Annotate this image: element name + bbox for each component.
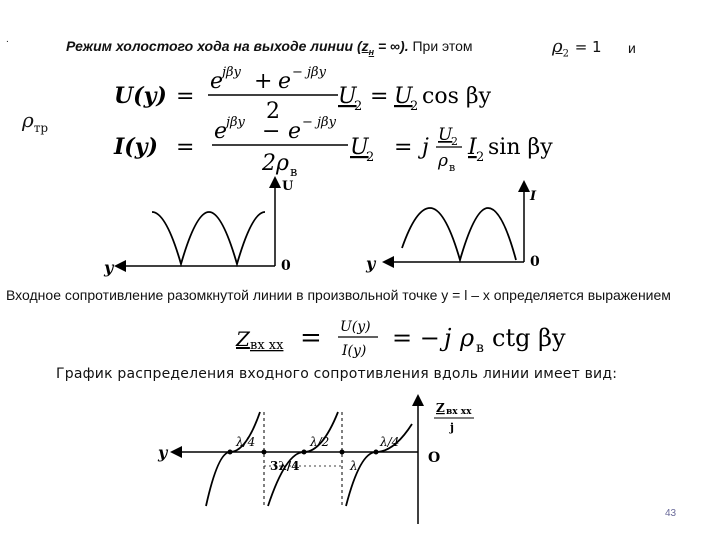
eq2-frac-den-sub: в xyxy=(449,161,456,174)
graph-z-mark: λ/4 xyxy=(380,435,400,449)
eq2-j: j xyxy=(422,135,429,160)
eq2-rhs-i: I xyxy=(468,135,477,160)
rho2-symbol: ρ xyxy=(552,36,563,57)
graph-z-node xyxy=(374,450,379,455)
rho-tr-sub: тр xyxy=(33,121,49,135)
eq2-frac-num: U xyxy=(438,125,453,145)
eq1-rhs-sub: 2 xyxy=(410,99,419,114)
graph-u-curve xyxy=(152,212,265,264)
eq3-rho: ρ xyxy=(460,324,475,352)
eq2-num-b-exp: − jβy xyxy=(302,115,336,130)
graph-z-mark: 3λ/4 xyxy=(270,459,300,473)
graph-z-origin: O xyxy=(428,450,441,466)
equation-i xyxy=(113,115,553,180)
rho-tr-symbol: ρ xyxy=(22,108,34,132)
eq2-equals2: = xyxy=(394,135,413,160)
eq2-frac-num-sub: 2 xyxy=(451,135,458,148)
eq2-num-op: − xyxy=(262,119,281,144)
heading-prefix: Режим холостого хода на выходе линии ( xyxy=(66,38,362,54)
heading-suffix: При этом xyxy=(408,38,473,54)
eq1-den: 2 xyxy=(266,99,280,124)
eq1-num-op: + xyxy=(254,69,273,94)
eq2-den-sub: в xyxy=(290,165,298,180)
eq1-factor-sub: 2 xyxy=(354,99,363,114)
heading-z-sub: н xyxy=(368,46,375,57)
eq1-factor: U xyxy=(338,84,357,109)
eq1-num-b-exp: − jβy xyxy=(292,65,326,80)
eq1-num-b: e xyxy=(278,69,292,94)
eq3-lhs: Z xyxy=(236,327,250,351)
graph-z-y-num: Z xyxy=(436,401,445,415)
eq3-j: j xyxy=(444,324,452,352)
eq2-num-a: e xyxy=(214,119,228,144)
eq1-rhs-func: cos βy xyxy=(422,84,491,109)
graph-i-origin: 0 xyxy=(530,254,540,270)
eq2-rhs-func: sin βy xyxy=(488,135,553,160)
eq3-den: I(y) xyxy=(342,343,367,359)
eq1-rhs-u: U xyxy=(394,84,413,109)
graph-z-mark: λ/4 xyxy=(236,435,256,449)
eq3-lhs-sub: вх хх xyxy=(250,338,284,353)
graph-i-y-label: I xyxy=(530,189,537,204)
graph-impedance xyxy=(157,400,474,524)
graph-voltage xyxy=(103,179,294,277)
eq2-lhs: I(y) xyxy=(114,134,158,160)
eq2-rhs-sub: 2 xyxy=(476,150,485,165)
eq1-equals: = xyxy=(176,84,195,109)
paragraph-graph-intro: График распределения входного сопротивления вдоль линии имеет вид: xyxy=(56,366,618,382)
equation-z xyxy=(235,319,566,359)
eq3-num: U(y) xyxy=(340,319,371,335)
eq3-func: ctg βy xyxy=(492,324,566,352)
rho2-value: = 1 xyxy=(574,38,602,56)
eq3-rho-sub: в xyxy=(476,340,484,356)
eq3-equals2: = − xyxy=(392,324,440,352)
eq3-equals: = xyxy=(300,323,322,353)
rho2-sub: 2 xyxy=(562,48,569,60)
dot-mark: . xyxy=(6,34,9,45)
eq2-num-a-exp: jβy xyxy=(226,115,245,130)
graph-u-y-label: U xyxy=(282,179,294,194)
graph-i-curve xyxy=(402,208,516,260)
graph-z-node xyxy=(228,450,233,455)
eq2-equals: = xyxy=(176,135,195,160)
graph-z-x-label: y xyxy=(158,443,168,462)
graph-u-origin: 0 xyxy=(281,258,291,274)
eq2-factor-sub: 2 xyxy=(366,150,375,165)
heading-z: z xyxy=(361,38,369,54)
conjunction: и xyxy=(628,40,636,56)
graph-i-x-label: y xyxy=(366,254,376,273)
graph-z-node xyxy=(302,450,307,455)
eq1-lhs: U(y) xyxy=(114,83,167,109)
heading-z-value: = ∞). xyxy=(374,38,409,54)
eq1-num-a: e xyxy=(210,69,224,94)
graph-z-mark: λ xyxy=(350,459,358,473)
paragraph-input-resistance: Входное сопротивление разомкнутой линии в произвольной точке y = l – x определяется выражением xyxy=(6,287,671,303)
eq2-num-b: e xyxy=(288,119,302,144)
graph-z-y-den: j xyxy=(450,421,454,434)
eq1-num-a-exp: jβy xyxy=(222,65,241,80)
eq1-equals2: = xyxy=(370,84,389,109)
eq2-den: 2ρ xyxy=(262,151,289,176)
eq2-frac-den: ρ xyxy=(438,151,448,171)
graph-u-x-label: y xyxy=(104,258,114,277)
eq2-factor: U xyxy=(350,135,369,160)
graph-current xyxy=(365,186,540,273)
graph-z-mark: λ/2 xyxy=(310,435,330,449)
page-number: 43 xyxy=(665,508,677,519)
graph-z-node xyxy=(340,450,345,455)
graph-z-node xyxy=(262,450,267,455)
graph-z-y-num-sub: вх хх xyxy=(446,407,472,417)
graph-z-branch xyxy=(206,412,260,506)
